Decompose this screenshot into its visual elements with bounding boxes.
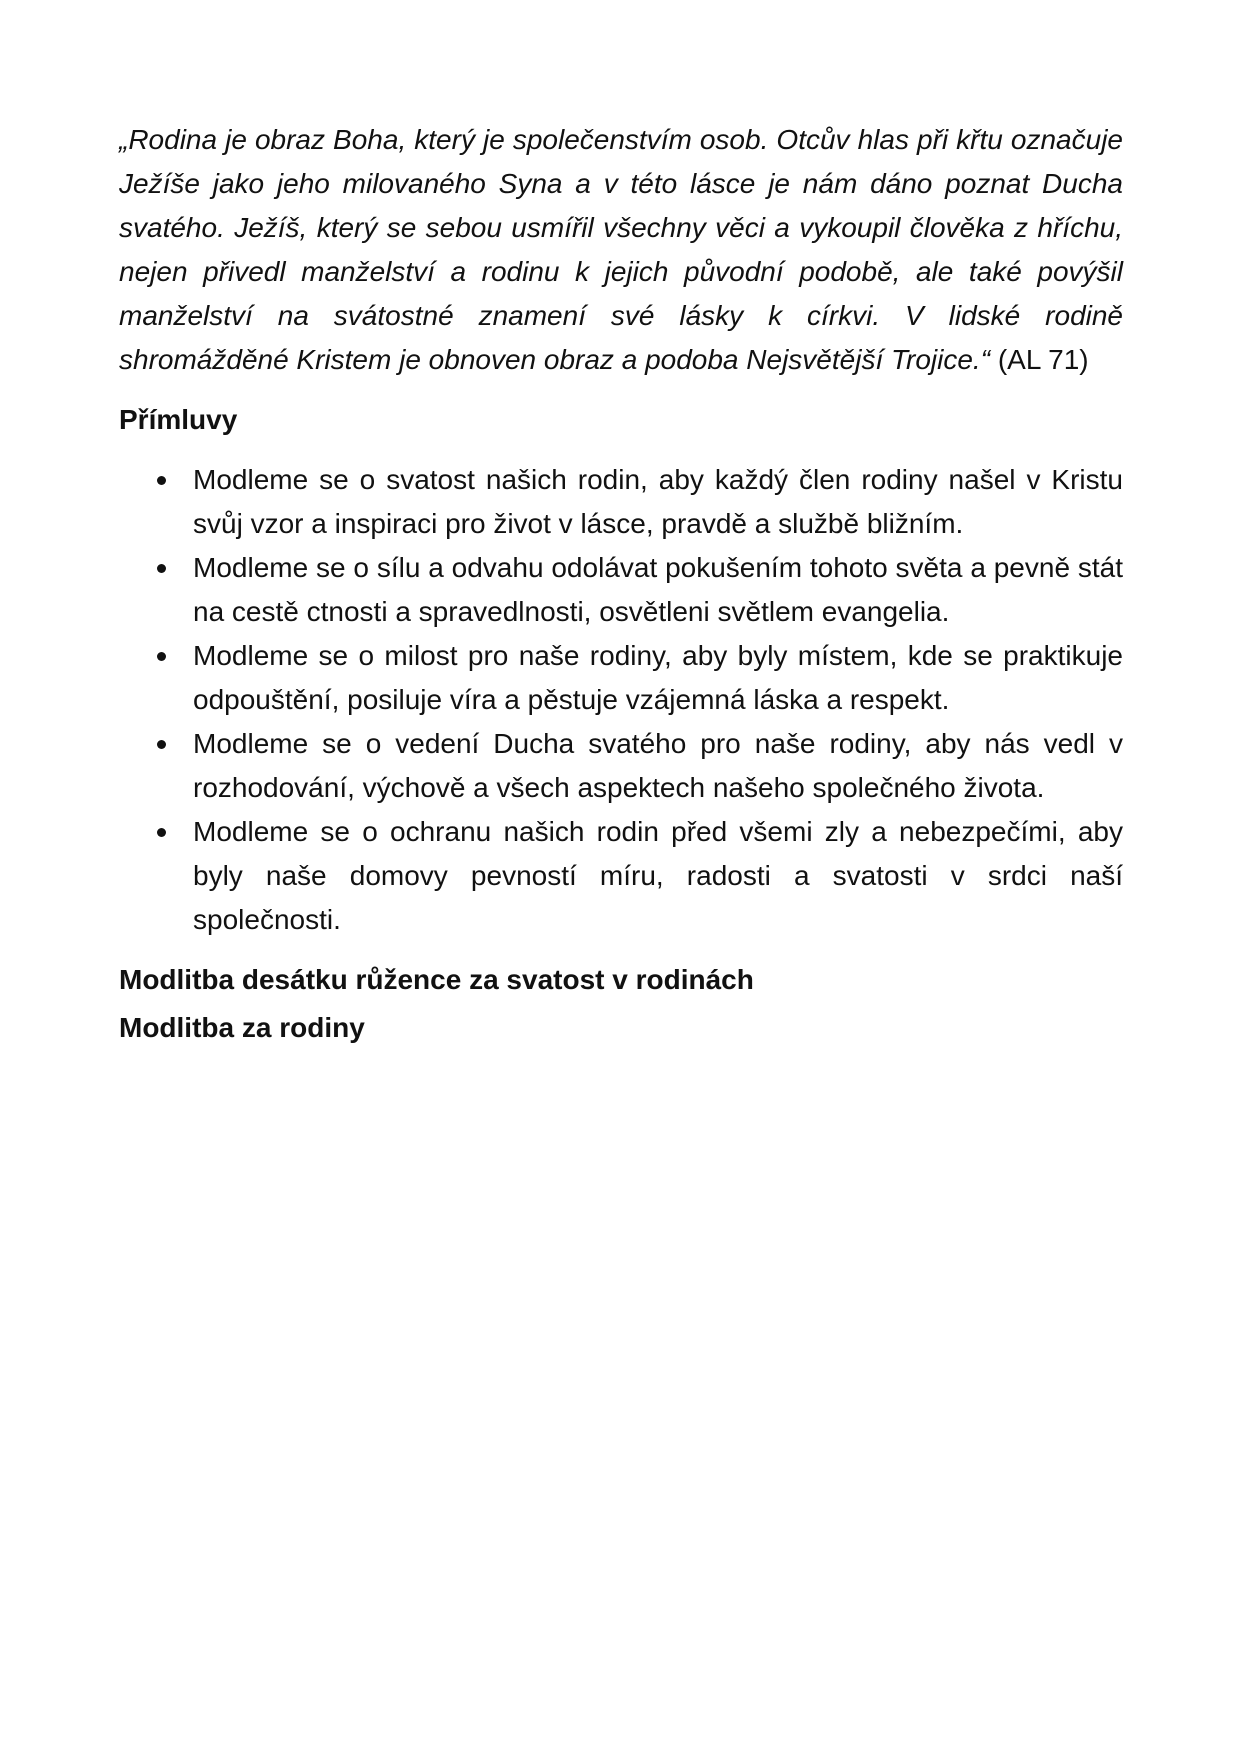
list-item bbox=[119, 634, 1123, 722]
quote-text: „Rodina je obraz Boha, který je společenstvím osob. Otcův hlas při křtu označuje Ježíše jako jeho milovaného Syna a v této lásce je nám dáno poznat Ducha svatého. Ježíš, který se sebou usmířil všechny věci a vykoupil člověka z hříchu, nejen přivedl manželství a rodinu k jejich původní podobě, ale také povýšil manželství na svátostné znamení své lásky k církvi. V lidské rodině shromážděné Kristem je obnoven obraz a podoba Nejsvětější Trojice.“ bbox=[119, 124, 1123, 375]
list-item bbox=[119, 722, 1123, 810]
list-item-text: Modleme se o ochranu našich rodin před všemi zly a nebezpečími, aby byly naše domovy pevností míru, radosti a svatosti v srdci naší společnosti. bbox=[193, 816, 1123, 935]
bullet-icon bbox=[157, 828, 166, 837]
list-item bbox=[119, 810, 1123, 942]
bullet-icon bbox=[157, 740, 166, 749]
rosary-heading: Modlitba desátku růžence za svatost v rodinách bbox=[119, 964, 754, 995]
list-item-text: Modleme se o milost pro naše rodiny, aby byly místem, kde se praktikuje odpouštění, posiluje víra a pěstuje vzájemná láska a respekt. bbox=[193, 640, 1123, 715]
intercessions-heading: Přímluvy bbox=[119, 404, 238, 435]
bullet-icon bbox=[157, 564, 166, 573]
document-page bbox=[119, 118, 1123, 1050]
intercessions-list bbox=[119, 458, 1123, 942]
bullet-icon bbox=[157, 652, 166, 661]
list-item-text: Modleme se o sílu a odvahu odolávat pokušením tohoto světa a pevně stát na cestě ctnosti a spravedlnosti, osvětleni světlem evangelia. bbox=[193, 552, 1123, 627]
family-prayer-heading: Modlitba za rodiny bbox=[119, 1012, 365, 1043]
list-item-text: Modleme se o svatost našich rodin, aby každý člen rodiny našel v Kristu svůj vzor a inspiraci pro život v lásce, pravdě a službě bližním. bbox=[193, 464, 1123, 539]
quote-paragraph bbox=[119, 118, 1123, 382]
list-item bbox=[119, 458, 1123, 546]
quote-reference: (AL 71) bbox=[990, 344, 1089, 375]
list-item bbox=[119, 546, 1123, 634]
list-item-text: Modleme se o vedení Ducha svatého pro naše rodiny, aby nás vedl v rozhodování, výchově a všech aspektech našeho společného života. bbox=[193, 728, 1123, 803]
bullet-icon bbox=[157, 476, 166, 485]
